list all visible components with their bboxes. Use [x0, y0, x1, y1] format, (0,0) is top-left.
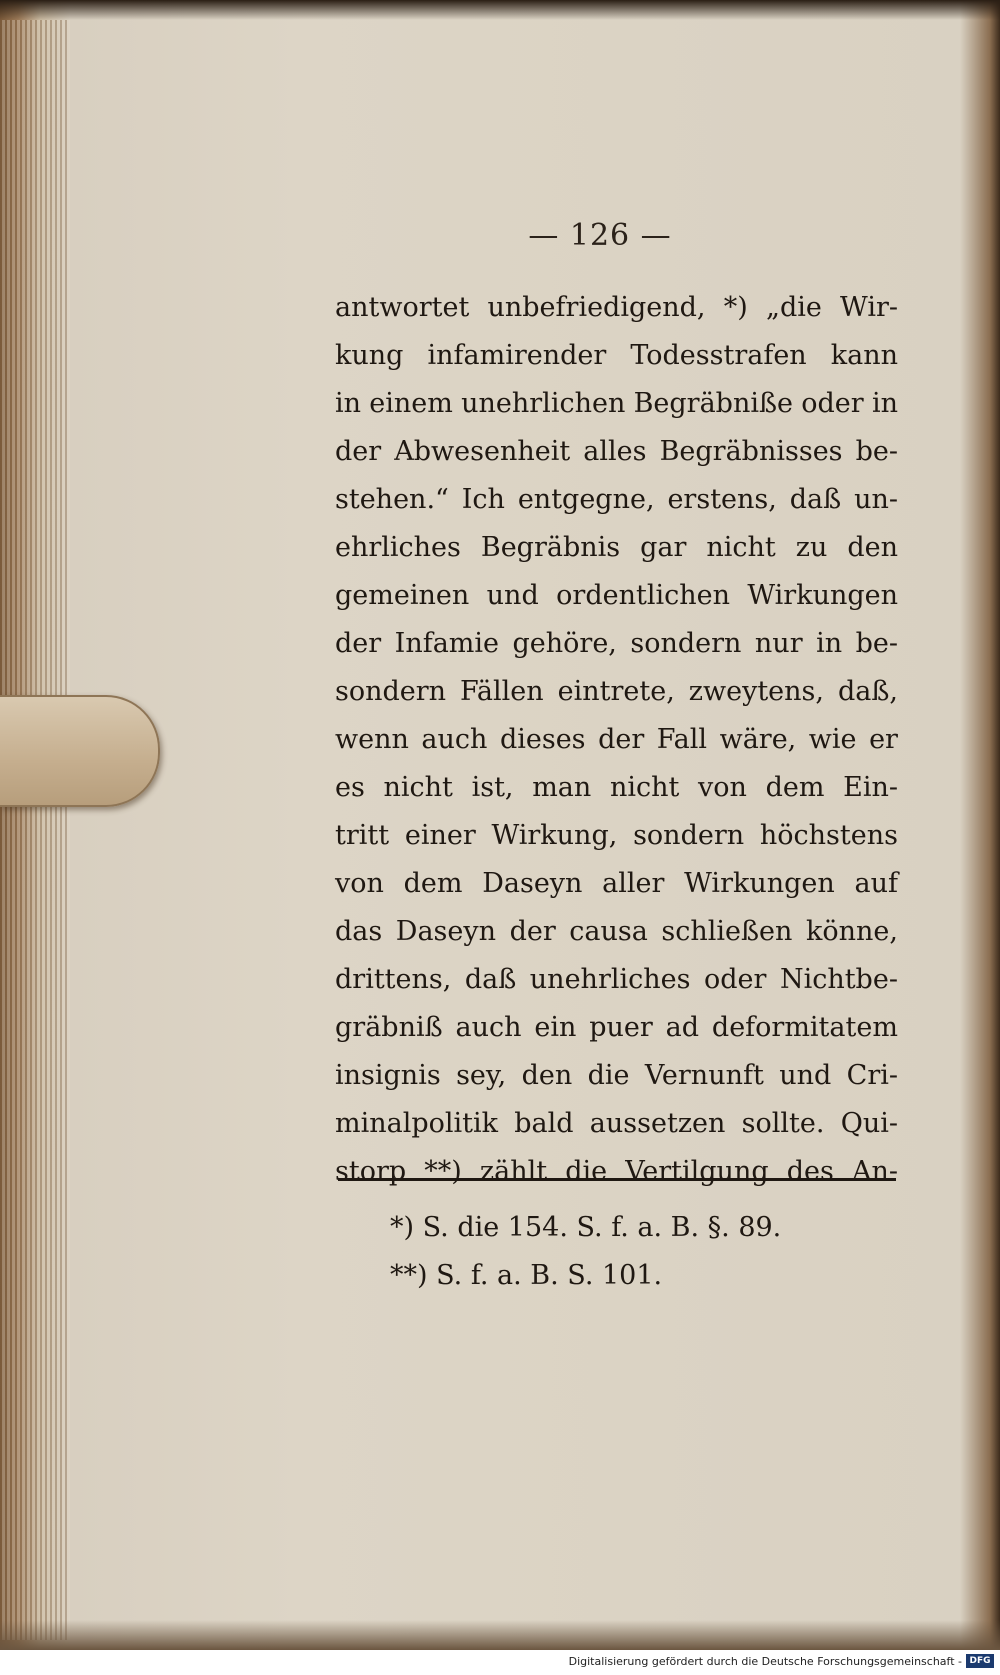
footer-credit: Digitalisierung gefördert durch die Deutsche Forschungsgemeinschaft -: [568, 1655, 962, 1668]
text-line: gemeinen und ordentlichen Wirkungen: [335, 580, 898, 611]
bookmark-tab: [0, 695, 160, 807]
top-shadow: [0, 0, 1000, 20]
dfg-logo: DFG: [966, 1654, 994, 1668]
text-line: gräbniß auch ein puer ad deformitatem: [335, 1012, 898, 1043]
body-text: [335, 284, 898, 1196]
text-line: tritt einer Wirkung, sondern höchstens: [335, 820, 898, 851]
text-line: sondern Fällen eintrete, zweytens, daß,: [335, 676, 898, 707]
footnote-1: *) S. die 154. S. f. a. B. §. 89.: [390, 1212, 782, 1243]
text-line: ehrliches Begräbnis gar nicht zu den: [335, 532, 898, 563]
bottom-shadow: [0, 1620, 1000, 1650]
page-edges: [0, 20, 70, 1640]
text-line: wenn auch dieses der Fall wäre, wie er: [335, 724, 898, 755]
footnote-2: **) S. f. a. B. S. 101.: [390, 1260, 663, 1291]
text-line: kung infamirender Todesstrafen kann: [335, 340, 898, 371]
text-line: antwortet unbefriedigend, *) „die Wir-: [335, 292, 898, 323]
text-line: storp **) zählt die Vertilgung des An-: [335, 1156, 898, 1187]
text-line: stehen.“ Ich entgegne, erstens, daß un-: [335, 484, 898, 515]
footnotes: [390, 1204, 900, 1300]
footnote-rule: [338, 1178, 896, 1181]
text-line: insignis sey, den die Vernunft und Cri-: [335, 1060, 898, 1091]
page-number: — 126 —: [528, 218, 672, 253]
text-line: es nicht ist, man nicht von dem Ein-: [335, 772, 898, 803]
text-line: minalpolitik bald aussetzen sollte. Qui-: [335, 1108, 898, 1139]
text-line: in einem unehrlichen Begräbniße oder in: [335, 388, 898, 419]
text-line: von dem Daseyn aller Wirkungen auf: [335, 868, 898, 899]
text-line: der Infamie gehöre, sondern nur in be-: [335, 628, 898, 659]
text-line: drittens, daß unehrliches oder Nichtbe-: [335, 964, 898, 995]
text-line: der Abwesenheit alles Begräbnisses be-: [335, 436, 898, 467]
text-line: das Daseyn der causa schließen könne,: [335, 916, 898, 947]
